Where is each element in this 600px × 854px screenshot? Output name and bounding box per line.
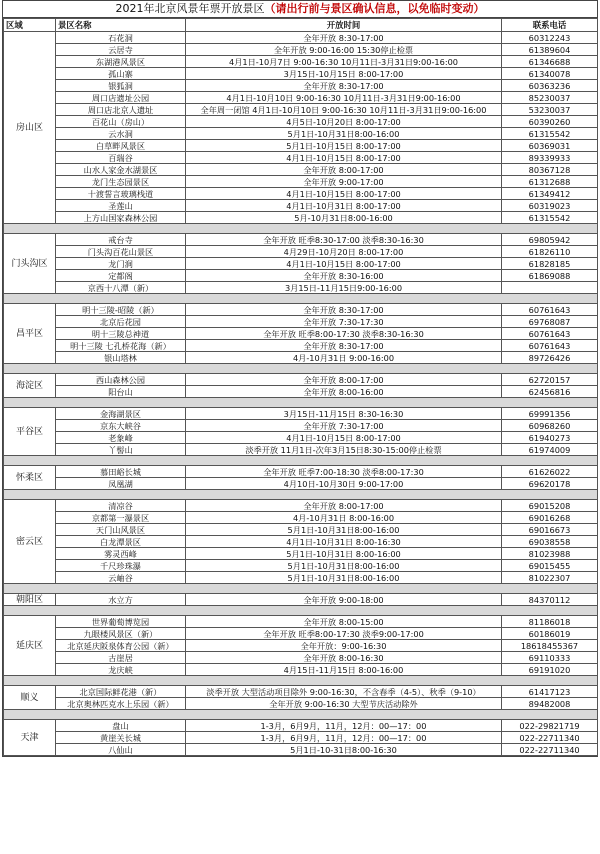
phone-cell: 18618455367 bbox=[502, 640, 598, 652]
scenic-name-cell: 明十三陵 七孔桥花海（新） bbox=[56, 340, 186, 352]
group-separator bbox=[4, 364, 598, 374]
header-region: 区域 bbox=[4, 19, 56, 32]
group-separator bbox=[4, 676, 598, 686]
table-row bbox=[4, 374, 598, 386]
phone-cell: 89339933 bbox=[502, 152, 598, 164]
table-row bbox=[4, 732, 598, 744]
scenic-name-cell: 明十三陵-昭陵（新） bbox=[56, 304, 186, 316]
table-row bbox=[4, 258, 598, 270]
opening-hours-cell: 1-3月，6月9月，11月，12月：00—17：00 bbox=[186, 732, 502, 744]
phone-cell: 60312243 bbox=[502, 32, 598, 44]
title-note: （请出行前与景区确认信息，以免临时变动） bbox=[264, 2, 485, 15]
opening-hours-cell: 5月1日-10月31日 8:00-16:00 bbox=[186, 548, 502, 560]
scenic-name-cell: 白草畔风景区 bbox=[56, 140, 186, 152]
region-cell: 密云区 bbox=[4, 500, 56, 584]
scenic-name-cell: 水立方 bbox=[56, 594, 186, 606]
table-row bbox=[4, 116, 598, 128]
opening-hours-cell: 全年开放 8:30-17:00 bbox=[186, 32, 502, 44]
phone-cell: 60390260 bbox=[502, 116, 598, 128]
phone-cell: 69620178 bbox=[502, 478, 598, 490]
phone-cell: 69991356 bbox=[502, 408, 598, 420]
scenic-name-cell: 白龙潭景区 bbox=[56, 536, 186, 548]
scenic-name-cell: 银山塔林 bbox=[56, 352, 186, 364]
phone-cell: 61340078 bbox=[502, 68, 598, 80]
table-row bbox=[4, 304, 598, 316]
region-cell: 平谷区 bbox=[4, 408, 56, 456]
scenic-name-cell: 东湖港风景区 bbox=[56, 56, 186, 68]
separator-cell bbox=[4, 364, 598, 374]
table-row bbox=[4, 176, 598, 188]
scenic-name-cell: 北京后花园 bbox=[56, 316, 186, 328]
scenic-name-cell: 西山森林公园 bbox=[56, 374, 186, 386]
scenic-name-cell: 周口店北京人遗址 bbox=[56, 104, 186, 116]
scenic-name-cell: 云岫谷 bbox=[56, 572, 186, 584]
opening-hours-cell: 全年开放 8:30-17:00 bbox=[186, 340, 502, 352]
phone-cell: 69805942 bbox=[502, 234, 598, 246]
table-row bbox=[4, 512, 598, 524]
scenic-name-cell: 十渡誓言玻璃栈道 bbox=[56, 188, 186, 200]
opening-hours-cell: 全年开放 8:30-16:00 bbox=[186, 270, 502, 282]
opening-hours-cell: 4月1日-10月10日 9:00-16:30 10月11日-3月31日9:00-16:00 bbox=[186, 92, 502, 104]
scenic-name-cell: 圣莲山 bbox=[56, 200, 186, 212]
phone-cell: 61974009 bbox=[502, 444, 598, 456]
phone-cell: 69016268 bbox=[502, 512, 598, 524]
opening-hours-cell: 全年开放 9:00-16:30 大型节庆活动除外 bbox=[186, 698, 502, 710]
opening-hours-cell: 4月1日-10月15日 8:00-17:00 bbox=[186, 432, 502, 444]
opening-hours-cell: 3月15日-10月15日 8:00-17:00 bbox=[186, 68, 502, 80]
scenic-name-cell: 百瑞谷 bbox=[56, 152, 186, 164]
opening-hours-cell: 5月1日-10-31日8:00-16:30 bbox=[186, 744, 502, 756]
region-cell: 房山区 bbox=[4, 32, 56, 224]
table-row bbox=[4, 270, 598, 282]
opening-hours-cell: 全年开放 旺季7:00-18:30 淡季8:00-17:30 bbox=[186, 466, 502, 478]
opening-hours-cell: 4月29日-10月20日 8:00-17:00 bbox=[186, 246, 502, 258]
phone-cell: 84370112 bbox=[502, 594, 598, 606]
phone-cell: 60761643 bbox=[502, 340, 598, 352]
table-row bbox=[4, 282, 598, 294]
table-row bbox=[4, 560, 598, 572]
scenic-name-cell: 明十三陵总神道 bbox=[56, 328, 186, 340]
group-separator bbox=[4, 584, 598, 594]
phone-cell: 61389604 bbox=[502, 44, 598, 56]
table-row bbox=[4, 686, 598, 698]
table-row bbox=[4, 698, 598, 710]
opening-hours-cell: 全年开放 7:30-17:30 bbox=[186, 316, 502, 328]
table-row bbox=[4, 328, 598, 340]
phone-cell: 89482008 bbox=[502, 698, 598, 710]
separator-cell bbox=[4, 398, 598, 408]
table-row bbox=[4, 246, 598, 258]
scenic-name-cell: 山水人家金水湖景区 bbox=[56, 164, 186, 176]
separator-cell bbox=[4, 606, 598, 616]
phone-cell: 80367128 bbox=[502, 164, 598, 176]
table-row bbox=[4, 720, 598, 732]
phone-cell: 69110333 bbox=[502, 652, 598, 664]
opening-hours-cell: 全年开放 8:00-16:00 bbox=[186, 386, 502, 398]
phone-cell: 022-22711340 bbox=[502, 732, 598, 744]
table-row bbox=[4, 432, 598, 444]
group-separator bbox=[4, 294, 598, 304]
table-row bbox=[4, 466, 598, 478]
scenic-name-cell: 京东大峡谷 bbox=[56, 420, 186, 432]
phone-cell: 60186019 bbox=[502, 628, 598, 640]
table-row bbox=[4, 104, 598, 116]
table-row bbox=[4, 56, 598, 68]
opening-hours-cell: 全年开放 旺季8:30-17:00 淡季8:30-16:30 bbox=[186, 234, 502, 246]
table-row bbox=[4, 616, 598, 628]
phone-cell: 60761643 bbox=[502, 328, 598, 340]
scenic-name-cell: 戒台寺 bbox=[56, 234, 186, 246]
phone-cell: 61312688 bbox=[502, 176, 598, 188]
table-title bbox=[3, 1, 597, 18]
header-row bbox=[4, 19, 598, 32]
phone-cell: 69016673 bbox=[502, 524, 598, 536]
table-row bbox=[4, 128, 598, 140]
phone-cell: 69038558 bbox=[502, 536, 598, 548]
opening-hours-cell: 全年开放 旺季8:00-17:30 淡季8:30-16:30 bbox=[186, 328, 502, 340]
scenic-table bbox=[3, 18, 598, 756]
opening-hours-cell: 4月1日-10月15日 8:00-17:00 bbox=[186, 188, 502, 200]
opening-hours-cell: 4月15日-11月15日 8:00-16:00 bbox=[186, 664, 502, 676]
phone-cell: 81022307 bbox=[502, 572, 598, 584]
phone-cell: 60363236 bbox=[502, 80, 598, 92]
table-row bbox=[4, 594, 598, 606]
phone-cell bbox=[502, 282, 598, 294]
group-separator bbox=[4, 490, 598, 500]
group-separator bbox=[4, 710, 598, 720]
phone-cell: 61349412 bbox=[502, 188, 598, 200]
phone-cell: 60369031 bbox=[502, 140, 598, 152]
opening-hours-cell: 全年开放 8:00-15:00 bbox=[186, 616, 502, 628]
table-row bbox=[4, 408, 598, 420]
table-row bbox=[4, 478, 598, 490]
opening-hours-cell: 全年开放 8:00-17:00 bbox=[186, 164, 502, 176]
opening-hours-cell: 全年开放 8:30-17:00 bbox=[186, 304, 502, 316]
scenic-name-cell: 千尺珍珠瀑 bbox=[56, 560, 186, 572]
opening-hours-cell: 5月1日-10月31日8:00-16:00 bbox=[186, 524, 502, 536]
opening-hours-cell: 全年开放 8:00-16:30 bbox=[186, 652, 502, 664]
scenic-name-cell: 百花山（房山） bbox=[56, 116, 186, 128]
phone-cell: 61315542 bbox=[502, 212, 598, 224]
scenic-name-cell: 京都第一瀑景区 bbox=[56, 512, 186, 524]
table-row bbox=[4, 744, 598, 756]
opening-hours-cell: 4月-10月31日 9:00-16:00 bbox=[186, 352, 502, 364]
phone-cell: 62720157 bbox=[502, 374, 598, 386]
scenic-name-cell: 银狐洞 bbox=[56, 80, 186, 92]
opening-hours-cell: 淡季开放 11月1日-次年3月15日8:30-15:00停止检票 bbox=[186, 444, 502, 456]
table-row bbox=[4, 386, 598, 398]
separator-cell bbox=[4, 710, 598, 720]
phone-cell: 61417123 bbox=[502, 686, 598, 698]
opening-hours-cell: 5月1日-10月15日 8:00-17:00 bbox=[186, 140, 502, 152]
table-row bbox=[4, 44, 598, 56]
scenic-name-cell: 丫髻山 bbox=[56, 444, 186, 456]
scenic-name-cell: 盘山 bbox=[56, 720, 186, 732]
scenic-name-cell: 龙门涧 bbox=[56, 258, 186, 270]
table-row bbox=[4, 664, 598, 676]
scenic-name-cell: 孤山寨 bbox=[56, 68, 186, 80]
scenic-name-cell: 九眼楼风景区（新） bbox=[56, 628, 186, 640]
table-row bbox=[4, 420, 598, 432]
table-row bbox=[4, 352, 598, 364]
table-row bbox=[4, 500, 598, 512]
table-body bbox=[4, 32, 598, 756]
opening-hours-cell: 4月1日-10月15日 8:00-17:00 bbox=[186, 258, 502, 270]
separator-cell bbox=[4, 456, 598, 466]
phone-cell: 53230037 bbox=[502, 104, 598, 116]
opening-hours-cell: 3月15日-11月15日9:00-16:00 bbox=[186, 282, 502, 294]
table-row bbox=[4, 152, 598, 164]
scenic-name-cell: 北京奥林匹克水上乐园（新） bbox=[56, 698, 186, 710]
scenic-name-cell: 周口店遗址公园 bbox=[56, 92, 186, 104]
phone-cell: 81186018 bbox=[502, 616, 598, 628]
opening-hours-cell: 5月1日-10月31日8:00-16:00 bbox=[186, 572, 502, 584]
phone-cell: 60761643 bbox=[502, 304, 598, 316]
separator-cell bbox=[4, 224, 598, 234]
opening-hours-cell: 5月-10月31日8:00-16:00 bbox=[186, 212, 502, 224]
opening-hours-cell: 4月1日-10月7日 9:00-16:30 10月11日-3月31日9:00-16:00 bbox=[186, 56, 502, 68]
table-row bbox=[4, 316, 598, 328]
phone-cell: 61940273 bbox=[502, 432, 598, 444]
table-row bbox=[4, 548, 598, 560]
scenic-name-cell: 黄崖关长城 bbox=[56, 732, 186, 744]
table-row bbox=[4, 68, 598, 80]
phone-cell: 60319023 bbox=[502, 200, 598, 212]
phone-cell: 61869088 bbox=[502, 270, 598, 282]
separator-cell bbox=[4, 490, 598, 500]
table-row bbox=[4, 536, 598, 548]
scenic-name-cell: 阳台山 bbox=[56, 386, 186, 398]
opening-hours-cell: 4月-10月31日 8:00-16:00 bbox=[186, 512, 502, 524]
table-row bbox=[4, 572, 598, 584]
opening-hours-cell: 3月15日-11月15日 8:30-16:30 bbox=[186, 408, 502, 420]
header-phone: 联系电话 bbox=[502, 19, 598, 32]
scenic-name-cell: 天门山风景区 bbox=[56, 524, 186, 536]
phone-cell: 61826110 bbox=[502, 246, 598, 258]
opening-hours-cell: 全年开放 8:30-17:00 bbox=[186, 80, 502, 92]
phone-cell: 61315542 bbox=[502, 128, 598, 140]
region-cell: 昌平区 bbox=[4, 304, 56, 364]
table-row bbox=[4, 32, 598, 44]
group-separator bbox=[4, 224, 598, 234]
opening-hours-cell: 5月1日-10月31日8:00-16:00 bbox=[186, 128, 502, 140]
opening-hours-cell: 全年开放 8:00-17:00 bbox=[186, 500, 502, 512]
scenic-name-cell: 京西十八潭（新） bbox=[56, 282, 186, 294]
opening-hours-cell: 4月1日-10月31日 8:00-16:30 bbox=[186, 536, 502, 548]
table-row bbox=[4, 140, 598, 152]
scenic-name-cell: 门头沟百花山景区 bbox=[56, 246, 186, 258]
table-row bbox=[4, 92, 598, 104]
phone-cell: 69015455 bbox=[502, 560, 598, 572]
region-cell: 怀柔区 bbox=[4, 466, 56, 490]
separator-cell bbox=[4, 676, 598, 686]
table-row bbox=[4, 652, 598, 664]
scenic-name-cell: 定都阁 bbox=[56, 270, 186, 282]
opening-hours-cell: 全年开放 9:00-16:00 15:30停止检票 bbox=[186, 44, 502, 56]
table-row bbox=[4, 200, 598, 212]
group-separator bbox=[4, 456, 598, 466]
phone-cell: 62456816 bbox=[502, 386, 598, 398]
table-row bbox=[4, 212, 598, 224]
phone-cell: 022-29821719 bbox=[502, 720, 598, 732]
scenic-name-cell: 老象峰 bbox=[56, 432, 186, 444]
scenic-name-cell: 雾灵西峰 bbox=[56, 548, 186, 560]
phone-cell: 61626022 bbox=[502, 466, 598, 478]
table-row bbox=[4, 628, 598, 640]
title-main: 2021年北京风景年票开放景区 bbox=[115, 2, 265, 15]
table-row bbox=[4, 80, 598, 92]
scenic-name-cell: 龙门生态园景区 bbox=[56, 176, 186, 188]
phone-cell: 81023988 bbox=[502, 548, 598, 560]
phone-cell: 89726426 bbox=[502, 352, 598, 364]
phone-cell: 022-22711340 bbox=[502, 744, 598, 756]
opening-hours-cell: 全年开放 旺季8:00-17:30 淡季9:00-17:00 bbox=[186, 628, 502, 640]
separator-cell bbox=[4, 294, 598, 304]
phone-cell: 69191020 bbox=[502, 664, 598, 676]
scenic-name-cell: 上方山国家森林公园 bbox=[56, 212, 186, 224]
table-row bbox=[4, 640, 598, 652]
region-cell: 延庆区 bbox=[4, 616, 56, 676]
phone-cell: 60968260 bbox=[502, 420, 598, 432]
scenic-name-cell: 云居寺 bbox=[56, 44, 186, 56]
scenic-name-cell: 清凉谷 bbox=[56, 500, 186, 512]
opening-hours-cell: 全年开放 7:30-17:00 bbox=[186, 420, 502, 432]
table-row bbox=[4, 524, 598, 536]
region-cell: 海淀区 bbox=[4, 374, 56, 398]
scenic-name-cell: 石花洞 bbox=[56, 32, 186, 44]
opening-hours-cell: 4月10日-10月30日 9:00-17:00 bbox=[186, 478, 502, 490]
phone-cell: 85230037 bbox=[502, 92, 598, 104]
header-hours: 开放时间 bbox=[186, 19, 502, 32]
scenic-name-cell: 八仙山 bbox=[56, 744, 186, 756]
region-cell: 朝阳区 bbox=[4, 594, 56, 606]
table-row bbox=[4, 444, 598, 456]
scenic-name-cell: 凤凰湖 bbox=[56, 478, 186, 490]
table-row bbox=[4, 188, 598, 200]
scenic-name-cell: 云水洞 bbox=[56, 128, 186, 140]
table-row bbox=[4, 234, 598, 246]
region-cell: 天津 bbox=[4, 720, 56, 756]
separator-cell bbox=[4, 584, 598, 594]
opening-hours-cell: 1-3月，6月9月，11月，12月：00—17：00 bbox=[186, 720, 502, 732]
opening-hours-cell: 全年周一闭馆 4月1日-10月10日 9:00-16:30 10月11日-3月31日9:00-16:00 bbox=[186, 104, 502, 116]
scenic-name-cell: 金海湖景区 bbox=[56, 408, 186, 420]
group-separator bbox=[4, 606, 598, 616]
phone-cell: 61828185 bbox=[502, 258, 598, 270]
scenic-spot-table-sheet bbox=[2, 0, 598, 757]
opening-hours-cell: 全年开放：9:00-16:30 bbox=[186, 640, 502, 652]
opening-hours-cell: 淡季开放 大型活动项目除外 9:00-16:30，不含春季（4-5）、秋季（9-10） bbox=[186, 686, 502, 698]
group-separator bbox=[4, 398, 598, 408]
phone-cell: 61346688 bbox=[502, 56, 598, 68]
scenic-name-cell: 世界葡萄博览园 bbox=[56, 616, 186, 628]
region-cell: 门头沟区 bbox=[4, 234, 56, 294]
opening-hours-cell: 5月1日-10月31日8:00-16:00 bbox=[186, 560, 502, 572]
opening-hours-cell: 4月1日-10月15日 8:00-17:00 bbox=[186, 152, 502, 164]
opening-hours-cell: 全年开放 8:00-17:00 bbox=[186, 374, 502, 386]
scenic-name-cell: 龙庆峡 bbox=[56, 664, 186, 676]
phone-cell: 69768087 bbox=[502, 316, 598, 328]
phone-cell: 69015208 bbox=[502, 500, 598, 512]
scenic-name-cell: 北京延庆阪泉体育公园（新） bbox=[56, 640, 186, 652]
header-scenic: 景区名称 bbox=[56, 19, 186, 32]
opening-hours-cell: 全年开放 9:00-18:00 bbox=[186, 594, 502, 606]
scenic-name-cell: 古崖居 bbox=[56, 652, 186, 664]
scenic-name-cell: 北京国际鲜花港（新） bbox=[56, 686, 186, 698]
opening-hours-cell: 全年开放 9:00-17:00 bbox=[186, 176, 502, 188]
table-row bbox=[4, 340, 598, 352]
region-cell: 顺义 bbox=[4, 686, 56, 710]
scenic-name-cell: 慕田峪长城 bbox=[56, 466, 186, 478]
opening-hours-cell: 4月1日-10月31日 8:00-17:00 bbox=[186, 200, 502, 212]
opening-hours-cell: 4月5日-10月20日 8:00-17:00 bbox=[186, 116, 502, 128]
table-row bbox=[4, 164, 598, 176]
